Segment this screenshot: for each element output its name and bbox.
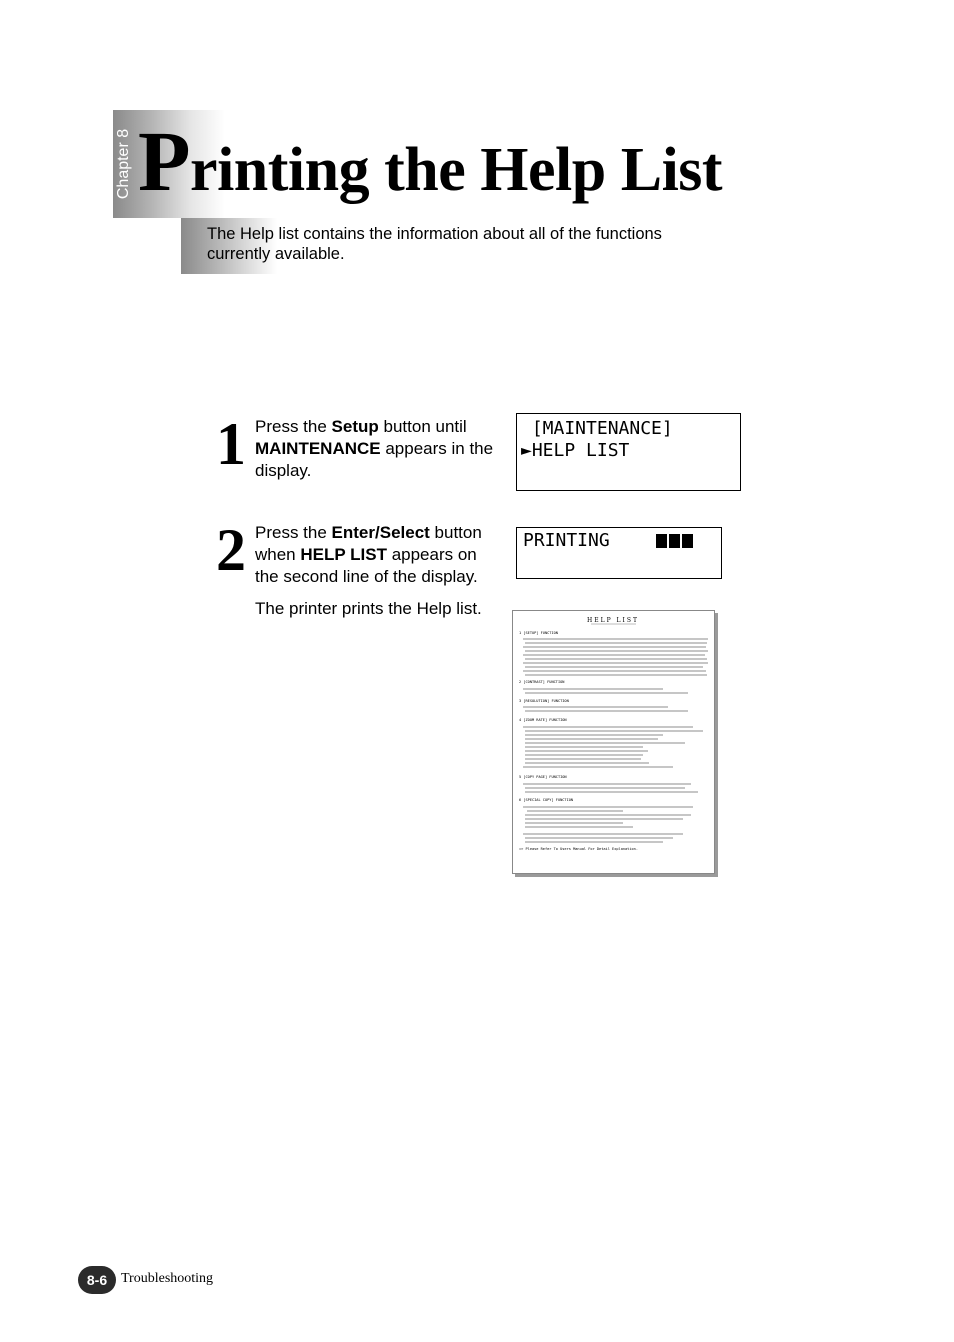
page-title: [138, 113, 723, 209]
step-2-note: The printer prints the Help list.: [255, 599, 482, 618]
page-number-badge: 8-6: [78, 1266, 116, 1294]
title-rest: rinting the Help List: [190, 136, 723, 204]
intro-text: The Help list contains the information about all of the functions currently available.: [207, 225, 662, 263]
printout-section-2: 2 [CONTRAST] FUNCTION: [519, 680, 565, 684]
arrow-icon: ►: [521, 440, 532, 461]
printout-section-5: 5 [COPY PAGE] FUNCTION: [519, 775, 567, 779]
printout-section-1: 1 [SETUP] FUNCTION: [519, 631, 558, 635]
printout-section-4: 4 [ZOOM RATE] FUNCTION: [519, 718, 567, 722]
lcd-display-2: [516, 527, 722, 579]
step-1-text: Press the Setup button until MAINTENANCE appears in the display.: [255, 417, 494, 480]
chapter-label: Chapter 8: [115, 128, 133, 200]
step-2-number: 2: [216, 517, 246, 583]
lcd-printing-line: PRINTING: [523, 530, 610, 551]
help-list-printout: [512, 610, 715, 874]
step-1-number: 1: [216, 411, 246, 477]
lcd-line-1: [MAINTENANCE]: [521, 418, 673, 439]
progress-blocks-icon: [656, 532, 695, 554]
printout-section-6: 6 [SPECIAL COPY] FUNCTION: [519, 798, 574, 802]
title-initial: P: [138, 113, 191, 209]
printout-section-3: 3 [RESOLUTION] FUNCTION: [519, 699, 569, 703]
printout-footer: => Please Refer To Users Manual For Detail Explanation.: [519, 847, 638, 851]
lcd-line-2: ►HELP LIST: [521, 440, 630, 461]
step-2-text: Press the Enter/Select button when HELP LIST appears on the second line of the display.: [255, 523, 482, 586]
printout-sheet: [513, 611, 714, 873]
section-name: Troubleshooting: [121, 1271, 214, 1286]
printout-heading: HELP LIST: [586, 617, 640, 624]
lcd-display-1: [516, 413, 741, 491]
